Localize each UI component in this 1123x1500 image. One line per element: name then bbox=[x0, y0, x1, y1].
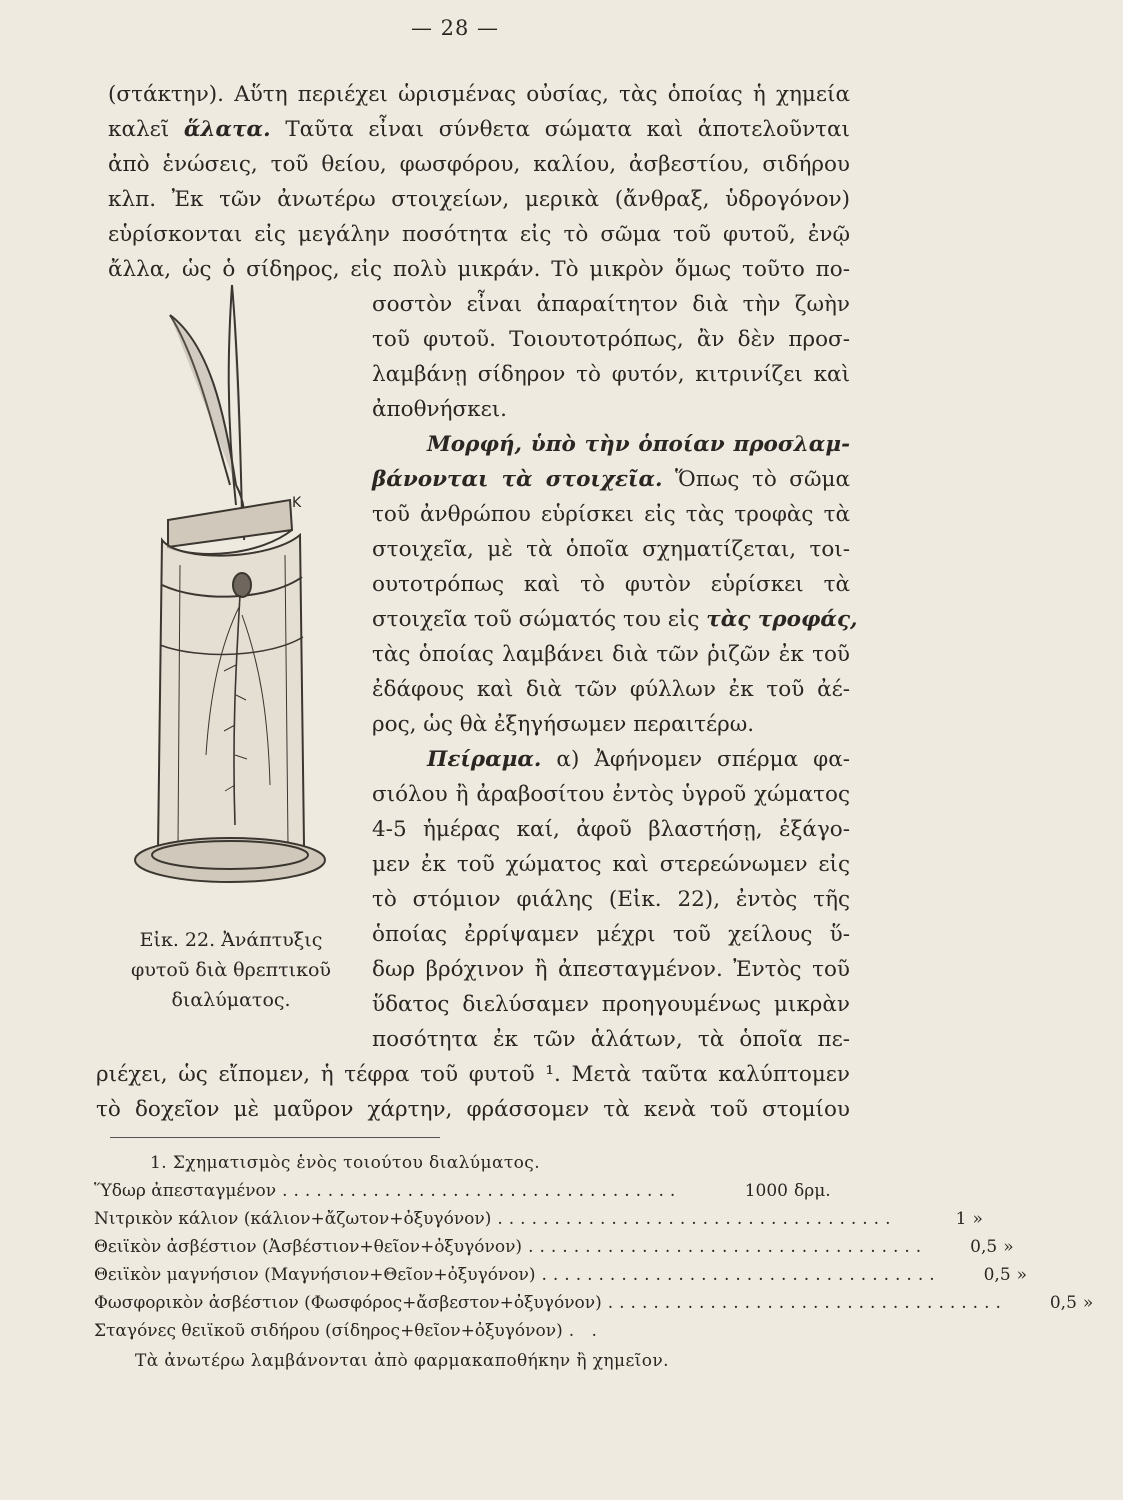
page-number: — 28 — bbox=[410, 16, 500, 40]
figure-caption-line: φυτοῦ διὰ θρεπτικοῦ bbox=[131, 959, 331, 981]
text-line: τὸ στόμιον φιάλης (Εἰκ. 22), ἐντὸς τῆς bbox=[372, 887, 850, 912]
figure-caption-line: Εἰκ. 22. Ἀνάπτυξις bbox=[139, 929, 323, 951]
ingredient-name: Θειϊκὸν μαγνήσιον (Μαγνήσιον+Θεῖον+ὀξυγόνον) bbox=[94, 1265, 536, 1285]
text-span: Ταῦτα εἶναι σύνθετα σώματα καὶ ἀποτελοῦνται bbox=[270, 117, 850, 142]
text-span: Ὅπως τὸ σῶμα bbox=[662, 467, 851, 492]
leader-dots: ................................... bbox=[541, 1265, 941, 1285]
text-line: ἀπὸ ἑνώσεις, τοῦ θείου, φωσφόρου, καλίου, ἀσβεστίου, σιδήρου bbox=[108, 152, 850, 177]
ingredient-qty bbox=[609, 1318, 679, 1344]
text-line bbox=[108, 115, 850, 145]
text-line: ὕδατος διελύσαμεν προηγουμένως μικρὰν bbox=[372, 992, 850, 1017]
ingredient-qty: 1 bbox=[955, 1209, 967, 1229]
leader-dots: ................................... bbox=[282, 1181, 682, 1201]
footnote-divider bbox=[110, 1137, 440, 1138]
text-line: τὸ δοχεῖον μὲ μαῦρον χάρτην, φράσσομεν τὰ κενὰ τοῦ στομίου bbox=[96, 1097, 850, 1122]
heading-text: Μορφή, ὑπὸ τὴν ὁποίαν προσλαμ- bbox=[427, 432, 850, 457]
text-line: 4-5 ἡμέρας καί, ἀφοῦ βλαστήσῃ, ἐξάγο- bbox=[372, 817, 850, 842]
footnote-title: 1. Σχηματισμὸς ἑνὸς τοιούτου διαλύματος. bbox=[150, 1153, 540, 1173]
text-line: ὁποίας ἐρρίψαμεν μέχρι τοῦ χείλους ὕ- bbox=[372, 922, 850, 947]
text-line: ἄλλα, ὡς ὁ σίδηρος, εἰς πολὺ μικράν. Τὸ μικρὸν ὅμως τοῦτο πο- bbox=[108, 257, 850, 282]
figure-label-k: K bbox=[292, 495, 302, 511]
ingredient-unit: δρμ. bbox=[794, 1181, 831, 1201]
text-line bbox=[372, 605, 858, 635]
ingredient-qty: 1000 bbox=[744, 1181, 788, 1201]
ingredient-name: Φωσφορικὸν ἀσβέστιον (Φωσφόρος+ἄσβεστον+ὀξυγόνον) bbox=[94, 1293, 602, 1313]
footnote-row bbox=[94, 1178, 834, 1204]
ingredient-name: Σταγόνες θειϊκοῦ σιδήρου (σίδηρος+θεῖον+ὀξυγόνον) bbox=[94, 1321, 563, 1341]
text-line: δωρ βρόχινον ἢ ἀπεσταγμένον. Ἐντὸς τοῦ bbox=[372, 957, 850, 982]
text-line: ἐδάφους καὶ διὰ τῶν φύλλων ἐκ τοῦ ἀέ- bbox=[372, 677, 850, 702]
text-line: τοῦ φυτοῦ. Τοιουτοτρόπως, ἂν δὲν προσ- bbox=[372, 327, 850, 352]
ingredient-name: Θειϊκὸν ἀσβέστιον (Ἀσβέστιον+θεῖον+ὀξυγόνον) bbox=[94, 1237, 523, 1257]
text-line: τὰς ὁποίας λαμβάνει διὰ τῶν ῥιζῶν ἐκ τοῦ bbox=[372, 642, 850, 667]
ingredient-qty: 0,5 bbox=[983, 1265, 1011, 1285]
section-heading-morfi bbox=[372, 430, 850, 460]
leader-dots: . . bbox=[568, 1321, 603, 1341]
ingredient-qty: 0,5 bbox=[1049, 1293, 1077, 1313]
footnote-row bbox=[94, 1262, 1028, 1288]
text-span: α) Ἀφήνομεν σπέρμα φα- bbox=[541, 747, 850, 772]
footnote-row bbox=[94, 1234, 1014, 1260]
text-line: κλπ. Ἐκ τῶν ἀνωτέρω στοιχείων, μερικὰ (ἄνθραξ, ὑδρογόνον) bbox=[108, 187, 850, 212]
ingredient-name: Ὕδωρ ἀπεσταγμένον bbox=[94, 1181, 277, 1201]
section-heading-peirama: Πείραμα. bbox=[427, 747, 542, 772]
text-line: εὑρίσκονται εἰς μεγάλην ποσότητα εἰς τὸ σῶμα τοῦ φυτοῦ, ἐνῷ bbox=[108, 222, 850, 247]
text-line: σοστὸν εἶναι ἀπαραίτητον διὰ τὴν ζωὴν bbox=[372, 292, 850, 317]
text-span: στοιχεῖα τοῦ σώματός του εἰς bbox=[372, 607, 707, 632]
footnote-row bbox=[94, 1318, 834, 1344]
footnote-row bbox=[94, 1290, 1094, 1316]
text-line: τοῦ ἀνθρώπου εὑρίσκει εἰς τὰς τροφὰς τὰ bbox=[372, 502, 850, 527]
bold-term-trofas: τὰς τροφάς, bbox=[706, 607, 858, 632]
heading-text: βάνονται τὰ στοιχεῖα. bbox=[372, 467, 663, 492]
figure-caption-line: διαλύματος. bbox=[171, 989, 291, 1011]
ingredient-unit: » bbox=[1003, 1237, 1014, 1257]
ingredient-unit bbox=[679, 1318, 725, 1344]
leader-dots: ................................... bbox=[528, 1237, 928, 1257]
ingredient-unit: » bbox=[1082, 1293, 1094, 1313]
text-line: ρος, ὡς θὰ ἐξηγήσωμεν περαιτέρω. bbox=[372, 712, 755, 737]
leader-dots: ................................... bbox=[607, 1293, 1007, 1313]
text-line: ουτοτρόπως καὶ τὸ φυτὸν εὑρίσκει τὰ bbox=[372, 572, 850, 597]
ingredient-unit: » bbox=[972, 1209, 983, 1229]
ingredient-name: Νιτρικὸν κάλιον (κάλιον+ἄζωτον+ὀξυγόνον) bbox=[94, 1209, 492, 1229]
ingredient-qty: 0,5 bbox=[970, 1237, 998, 1257]
text-line: λαμβάνῃ σίδηρον τὸ φυτόν, κιτρινίζει καὶ bbox=[372, 362, 850, 387]
leader-dots: ................................... bbox=[497, 1209, 897, 1229]
footnote-closing: Τὰ ἀνωτέρω λαμβάνονται ἀπὸ φαρμακαποθήκην ἢ χημεῖον. bbox=[135, 1351, 669, 1371]
text-line: ποσότητα ἐκ τῶν ἁλάτων, τὰ ὁποῖα πε- bbox=[372, 1027, 850, 1052]
text-line bbox=[372, 465, 850, 495]
text-line: ριέχει, ὡς εἴπομεν, ἡ τέφρα τοῦ φυτοῦ ¹. Μετὰ ταῦτα καλύπτομεν bbox=[96, 1062, 850, 1087]
text-line: στοιχεῖα, μὲ τὰ ὁποῖα σχηματίζεται, τοι- bbox=[372, 537, 850, 562]
text-line: μεν ἐκ τοῦ χώματος καὶ στερεώνωμεν εἰς bbox=[372, 852, 850, 877]
ingredient-unit: » bbox=[1016, 1265, 1028, 1285]
bold-term-alata: ἅλατα. bbox=[183, 117, 271, 142]
text-line: σιόλου ἢ ἀραβοσίτου ἐντὸς ὑγροῦ χώματος bbox=[372, 782, 850, 807]
footnote-row bbox=[94, 1206, 983, 1232]
text-line: ἀποθνήσκει. bbox=[372, 397, 508, 422]
text-line: (στάκτην). Αὕτη περιέχει ὡρισμένας οὐσίας, τὰς ὁποίας ἡ χημεία bbox=[108, 82, 850, 107]
text-span: καλεῖ bbox=[108, 117, 184, 142]
plant-jar-illustration bbox=[140, 285, 360, 925]
text-line bbox=[372, 745, 850, 775]
